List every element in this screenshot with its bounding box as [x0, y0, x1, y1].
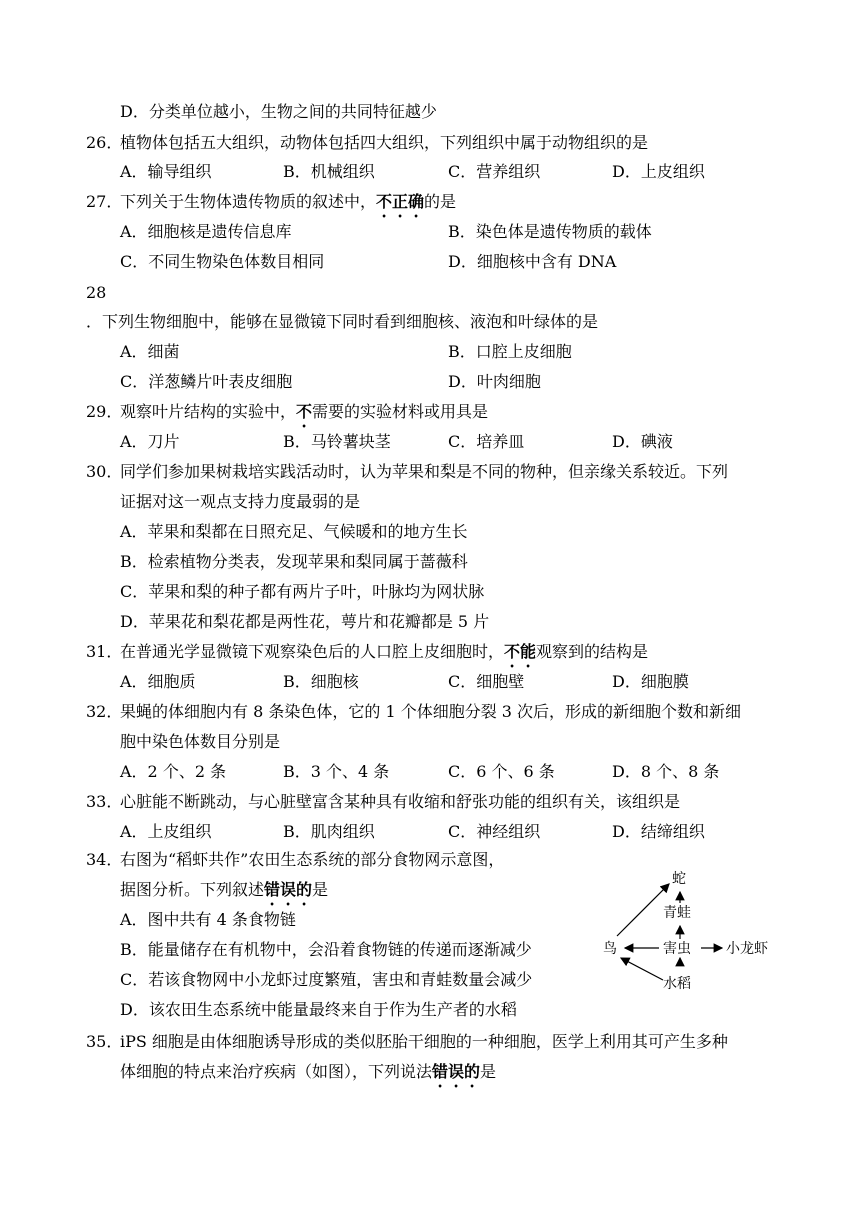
q26-option-d: D．上皮组织 [612, 162, 705, 181]
q33-option-d: D．结缔组织 [612, 822, 705, 841]
food-web-arrows [595, 862, 790, 997]
q32-option-b: B．3 个、4 条 [283, 762, 390, 781]
q34-option-a: A．图中共有 4 条食物链 [120, 910, 296, 929]
q25-option-d: D．分类单位越小，生物之间的共同特征越少 [120, 102, 437, 121]
q26-number: 26． [86, 133, 123, 152]
q35-stem-line2 [120, 1062, 496, 1091]
q31-option-b: B．细胞核 [283, 672, 359, 691]
q35-stem-line1: iPS 细胞是由体细胞诱导形成的类似胚胎干细胞的一种细胞，医学上利用其可产生多种 [120, 1032, 728, 1051]
food-web-rice-label: 水稻 [663, 976, 691, 992]
q34-stem-pre: 据图分析。下列叙述 [120, 880, 265, 899]
q34-stem-line1: 右图为“稻虾共作”农田生态系统的部分食物网示意图， [120, 850, 505, 869]
q29-option-d: D．碘液 [612, 432, 673, 451]
q27-stem-pre: 下列关于生物体遗传物质的叙述中， [120, 192, 377, 211]
q34-option-c: C．若该食物网中小龙虾过度繁殖，害虫和青蛙数量会减少 [120, 970, 533, 989]
q28-option-b: B．口腔上皮细胞 [448, 342, 572, 361]
q31-option-d: D．细胞膜 [612, 672, 689, 691]
q26-option-b: B．机械组织 [283, 162, 375, 181]
q35-stem-emphasis: 错误的 [432, 1062, 481, 1081]
q29-stem [120, 402, 488, 431]
q29-option-c: C．培养皿 [448, 432, 525, 451]
q35-number: 35． [86, 1032, 123, 1051]
q32-option-c: C．6 个、6 条 [448, 762, 555, 781]
q29-stem-emphasis: 不 [296, 402, 313, 421]
q31-stem-post: 观察到的结构是 [536, 642, 649, 661]
q34-stem-post: 是 [312, 880, 329, 899]
q31-option-a: A．细胞质 [120, 672, 196, 691]
q34-option-b: B．能量储存在有机物中，会沿着食物链的传递而逐渐减少 [120, 940, 532, 959]
q31-stem-pre: 在普通光学显微镜下观察染色后的人口腔上皮细胞时， [120, 642, 505, 661]
q35-stem-pre: 体细胞的特点来治疗疾病（如图），下列说法 [120, 1062, 433, 1081]
q32-stem-line1: 果蝇的体细胞内有 8 条染色体，它的 1 个体细胞分裂 3 次后，形成的新细胞个数和新细 [120, 702, 742, 721]
q26-stem: 植物体包括五大组织，动物体包括四大组织，下列组织中属于动物组织的是 [120, 133, 649, 152]
q30-stem-line1: 同学们参加果树栽培实践活动时，认为苹果和梨是不同的物种，但亲缘关系较近。下列 [120, 462, 729, 481]
q30-option-d: D．苹果花和梨花都是两性花，萼片和花瓣都是 5 片 [120, 612, 490, 631]
q34-option-d: D．该农田生态系统中能量最终来自于作为生产者的水稻 [120, 1000, 517, 1019]
q33-number: 33． [86, 792, 123, 811]
food-web-diagram [595, 862, 790, 997]
q31-option-c: C．细胞壁 [448, 672, 525, 691]
q34-stem-emphasis: 错误的 [264, 880, 313, 899]
q27-stem [120, 192, 456, 221]
q29-option-b: B．马铃薯块茎 [283, 432, 391, 451]
q28-option-d: D．叶肉细胞 [448, 372, 541, 391]
q29-stem-pre: 观察叶片结构的实验中， [120, 402, 297, 421]
q27-option-d: D．细胞核中含有 DNA [448, 252, 617, 271]
q27-option-c: C．不同生物染色体数目相同 [120, 252, 325, 271]
q30-option-a: A．苹果和梨都在日照充足、气候暖和的地方生长 [120, 522, 468, 541]
q27-option-a: A．细胞核是遗传信息库 [120, 222, 292, 241]
q31-stem [120, 642, 648, 671]
q30-number: 30． [86, 462, 123, 481]
q28-stem: ．下列生物细胞中，能够在显微镜下同时看到细胞核、液泡和叶绿体的是 [86, 312, 599, 331]
food-web-frog-label: 青蛙 [663, 905, 691, 921]
q34-number: 34． [86, 850, 123, 869]
q26-option-a: A．输导组织 [120, 162, 212, 181]
q32-number: 32． [86, 702, 123, 721]
q27-number: 27． [86, 192, 123, 211]
q28-option-a: A．细菌 [120, 342, 180, 361]
q30-stem-line2: 证据对这一观点支持力度最弱的是 [120, 492, 361, 511]
q26-option-c: C．营养组织 [448, 162, 541, 181]
food-web-pest-label: 害虫 [663, 941, 691, 957]
q28-number: 28 [86, 283, 107, 302]
q27-stem-post: 的是 [424, 192, 457, 211]
q34-stem-line2 [120, 880, 328, 909]
q29-option-a: A．刀片 [120, 432, 180, 451]
q32-option-d: D．8 个、8 条 [612, 762, 720, 781]
q32-stem-line2: 胞中染色体数目分别是 [120, 732, 281, 751]
q30-option-b: B．检索植物分类表，发现苹果和梨同属于蔷薇科 [120, 552, 468, 571]
q29-stem-post: 需要的实验材料或用具是 [312, 402, 489, 421]
q33-stem: 心脏能不断跳动，与心脏壁富含某种具有收缩和舒张功能的组织有关，该组织是 [120, 792, 681, 811]
q32-option-a: A．2 个、2 条 [120, 762, 227, 781]
q31-stem-emphasis: 不能 [504, 642, 537, 661]
q29-number: 29． [86, 402, 123, 421]
q33-option-a: A．上皮组织 [120, 822, 212, 841]
q27-stem-emphasis: 不正确 [376, 192, 425, 211]
q33-option-c: C．神经组织 [448, 822, 541, 841]
q28-option-c: C．洋葱鳞片叶表皮细胞 [120, 372, 293, 391]
q33-option-b: B．肌肉组织 [283, 822, 375, 841]
q35-stem-post: 是 [480, 1062, 497, 1081]
q31-number: 31． [86, 642, 123, 661]
q30-option-c: C．苹果和梨的种子都有两片子叶，叶脉均为网状脉 [120, 582, 485, 601]
food-web-snake-label: 蛇 [672, 871, 686, 887]
food-web-bird-label: 鸟 [603, 941, 617, 957]
food-web-crayfish-label: 小龙虾 [726, 941, 768, 957]
q27-option-b: B．染色体是遗传物质的载体 [448, 222, 652, 241]
